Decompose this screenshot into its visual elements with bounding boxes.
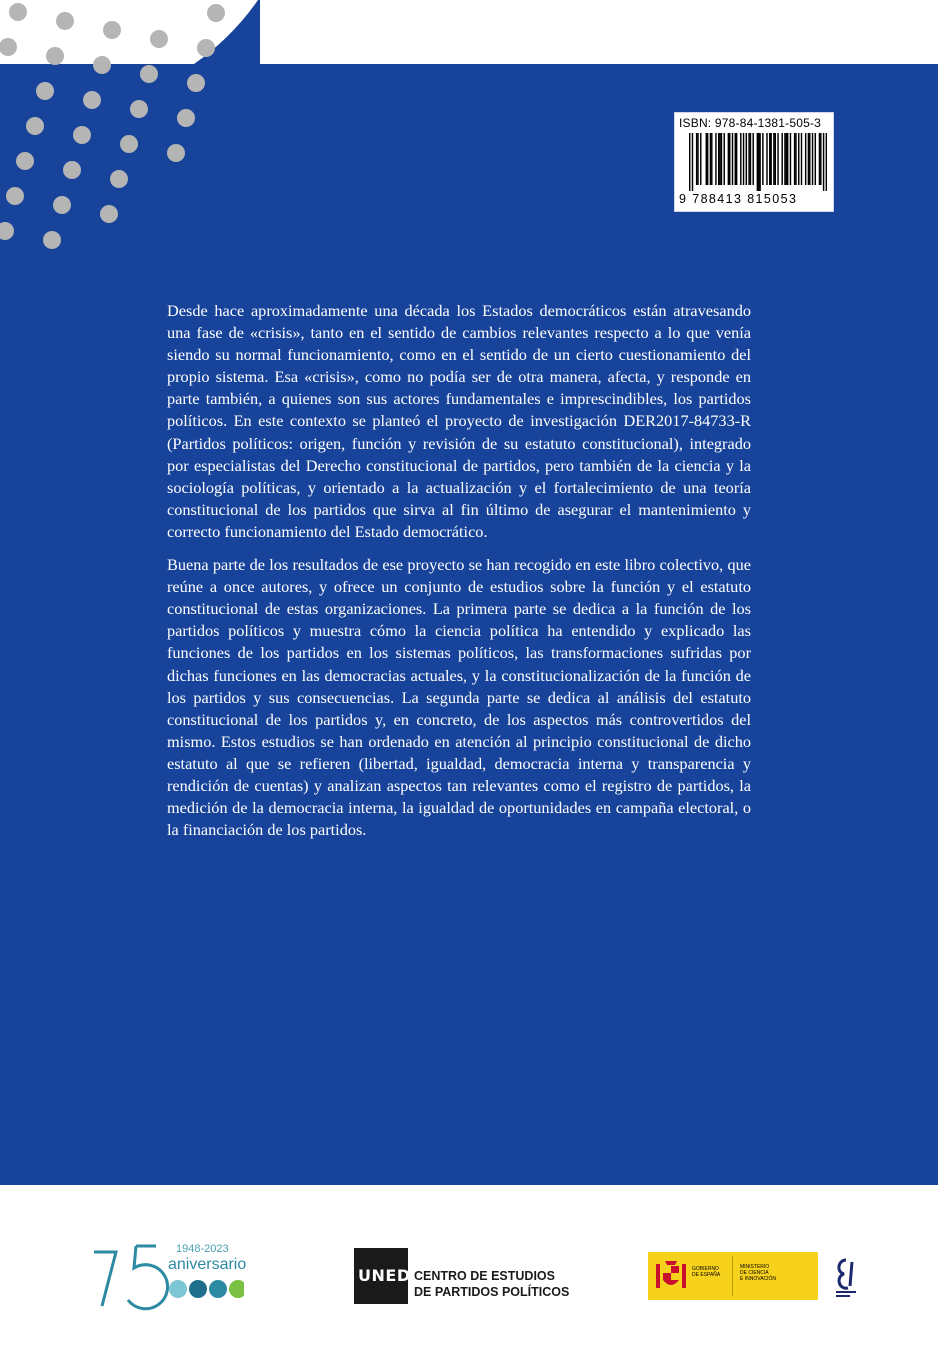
barcode-bar [692,133,693,191]
ministry-name [740,1264,776,1282]
decorative-dot [140,65,158,83]
barcode-bar [697,133,698,185]
spain-coat-of-arms-icon [654,1258,688,1294]
ministry-line-1: MINISTERIO [740,1264,770,1270]
barcode-bar [820,133,821,185]
publisher-logo-icon [830,1256,862,1300]
barcode-bar [748,133,749,185]
gov-line-2: DE ESPAÑA [692,1272,721,1278]
barcode-bars [689,133,827,191]
barcode-bar [707,133,708,185]
barcode-bar [784,133,785,185]
anniversary-word: aniversario [168,1256,247,1273]
isbn-barcode [674,112,834,212]
barcode-bar [750,133,751,185]
barcode-bar [815,133,816,185]
barcode-bar [805,133,806,185]
isbn-digits: 9 788413 815053 [679,192,798,206]
decorative-dot [177,109,195,127]
barcode-bar [786,133,787,185]
barcode-bar [757,133,758,191]
uned-mark: UNED [358,1266,411,1285]
gov-name [692,1266,720,1278]
barcode-bar [746,133,747,185]
uned-box [354,1248,411,1304]
decorative-dot [83,91,101,109]
barcode-bar [787,133,788,185]
barcode-bar [790,133,791,185]
barcode-bar [732,133,733,185]
barcode-bar [775,133,776,185]
barcode-bar [743,133,744,185]
blurb-paragraph-1: Desde hace aproximadamente una década los Estados democráticos están atravesando una fase de «crisis», tanto en el sentido de cambios relevantes respecto a lo que venía siendo su normal funcionamiento, como en el sentido de un cierto cuestionamiento del propio sistema. Esa «crisis», como no podía ser de otra manera, afecta, y responde en parte también, a quienes son sus actores fundamentales e imprescindibles, los partidos políticos. En este contexto se planteó el proyecto de investigación DER2017-84733-R (Partidos políticos: origen, función y revisión de su estatuto constitucional), integrado por especialistas del Derecho constitucional de partidos, pero también de la ciencia y la sociología políticas, y orientado a la actualización y el fortalecimiento de una teoría constitucional de los partidos que sirva al fin último de asegurar el mantenimiento y correcto funcionamiento del Estado democrático. [167,301,751,541]
government-ministry-logo [648,1252,818,1300]
barcode-bar [715,133,716,185]
barcode-bar [706,133,707,185]
back-cover-blurb [167,300,751,852]
decorative-dot [36,82,54,100]
decorative-dot [26,117,44,135]
barcode-bar [752,133,753,185]
barcode-bar [819,133,820,185]
blurb-paragraph-2: Buena parte de los resultados de ese proyecto se han recogido en este libro colectivo, que reúne a once autores, y ofrece un conjunto de estudios sobre la función y el estatuto constitucional de estas organizaciones. La primera parte se dedica a la función de los partidos políticos y muestra cómo la ciencia política ha entendido y explicado las funciones de los partidos en los sistemas políticos, las transformaciones sufridas por dichas funciones en las democracias actuales, y la constitucionalización de la función de los partidos y sus consecuencias. La segunda parte se dedica al análisis del estatuto constitucional de los partidos y, en concreto, de los aspectos más controvertidos del mismo. Estos estudios se han ordenado en atención al principio constitucional de dicho estatuto al que se refieren (libertad, igualdad, democracia interna y transparencia y rendición de cuentas) y analizan aspectos tan relevantes como el registro de partidos, la medición de la democracia interna, la igualdad de oportunidades en campaña electoral, o la financiación de los partidos. [167,555,751,840]
decorative-dot [197,39,215,57]
barcode-bar [801,133,802,185]
barcode-bar [724,133,725,185]
barcode-bar [781,133,782,185]
decorative-dot [100,205,118,223]
gov-divider [732,1256,733,1296]
decorative-dot [0,38,17,56]
barcode-bar [773,133,774,185]
barcode-bar [735,133,736,185]
barcode-bar [718,133,719,185]
barcode-bar [769,133,770,185]
isbn-label: ISBN: 978-84-1381-505-3 [679,116,822,130]
decorative-dot [207,4,225,22]
decorative-dot [150,30,168,48]
decorative-dot [43,231,61,249]
barcode-bar [809,133,810,185]
decorative-dot [103,21,121,39]
barcode-bar [812,133,813,185]
barcode-bar [728,133,729,185]
decorative-dots [0,0,260,250]
barcode-bar [711,133,712,185]
decorative-dot [167,144,185,162]
barcode-bar [736,133,737,185]
decorative-dot [16,152,34,170]
decorative-dot [53,196,71,214]
decorative-dot [120,135,138,153]
decorative-dot [93,56,111,74]
uned-logo [354,1248,584,1304]
barcode-bar [794,133,795,185]
decorative-dot [46,47,64,65]
barcode-bar [766,133,767,185]
barcode-bar [795,133,796,185]
barcode-bar [759,133,760,191]
decorative-dot [187,74,205,92]
decorative-dot [56,12,74,30]
decorative-dot [73,126,91,144]
barcode-bar [758,133,759,191]
gov-line-1: GOBIERNO [692,1266,719,1272]
barcode-bar [740,133,741,185]
barcode-bar [808,133,809,185]
barcode-bar [719,133,720,185]
barcode-bar [689,133,690,191]
uned-center-name [414,1268,569,1300]
barcode-bar [721,133,722,185]
uned-line-1: CENTRO DE ESTUDIOS [414,1269,555,1283]
anniversary-years: 1948-2023 [176,1243,229,1255]
barcode-bar [826,133,827,191]
barcode-bar [710,133,711,185]
barcode-bar [700,133,701,185]
barcode-bar [823,133,824,191]
decorative-dot [110,170,128,188]
uned-line-2: DE PARTIDOS POLÍTICOS [414,1285,570,1299]
decorative-dot [9,3,27,21]
barcode-bar [798,133,799,185]
barcode-bar [770,133,771,185]
barcode-bar [762,133,763,185]
decorative-dot [130,100,148,118]
ministry-line-3: E INNOVACIÓN [740,1276,777,1282]
barcode-bar [729,133,730,185]
decorative-dot [6,187,24,205]
decorative-dot [63,161,81,179]
ministry-line-2: DE CIENCIA [740,1270,769,1276]
seventy-five-mark [92,1240,172,1312]
barcode-bar [696,133,697,185]
anniversary-75-logo [92,1240,252,1312]
anniversary-circles [168,1278,244,1300]
barcode-bar [777,133,778,185]
